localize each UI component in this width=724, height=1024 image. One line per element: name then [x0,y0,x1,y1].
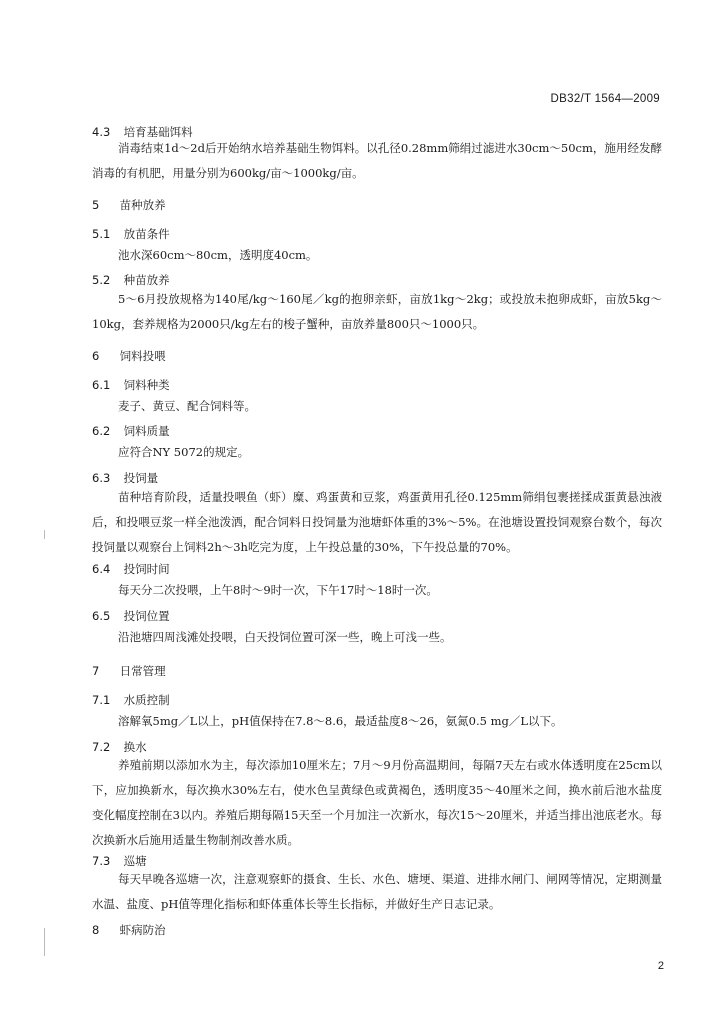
paragraph-7-1: 溶解氧5mg／L以上，pH值保持在7.8～8.6，最适盐度8～26，氨氮0.5 mg／L以下。 [118,714,563,728]
section-heading-6-5 [92,608,170,624]
section-heading-6-2 [92,423,170,439]
section-number: 6 [92,349,100,363]
paragraph-6-3: 苗种培育阶段，适量投喂鱼（虾）糜、鸡蛋黄和豆浆，鸡蛋黄用孔径0.125mm筛绢包裹搓揉成蛋黄悬浊液后，和投喂豆浆一样全池泼洒，配合饲料日投饲量为池塘虾体重的3%～5%。在池塘设置投饲观察台数个，每次投饲量以观察台上饲料2h～3h吃完为度，上午投总量的30%，下午投总量的70%。 [92,490,662,554]
section-heading-5-1 [92,226,170,242]
section-number: 7.2 [92,740,111,754]
section-heading-6 [92,348,166,364]
section-number: 7 [92,664,100,678]
section-heading-8 [92,922,166,938]
section-heading-5-2 [92,272,170,288]
section-heading-5 [92,197,166,213]
section-heading-6-4 [92,561,170,577]
paragraph-6-2: 应符合NY 5072的规定。 [118,445,250,459]
section-title: 投饲时间 [123,562,170,576]
section-number: 6.4 [92,562,111,576]
section-number: 7.3 [92,854,111,868]
section-title: 投饲量 [123,471,159,485]
section-title: 苗种放养 [119,198,166,212]
paragraph-6-5: 沿池塘四周浅滩处投喂，白天投饲位置可深一些，晚上可浅一些。 [118,630,452,644]
section-heading-6-1 [92,377,170,393]
paragraph-5-2: 5～6月投放规格为140尾/kg～160尾／kg的抱卵亲虾，亩放1kg～2kg；或投放未抱卵成虾，亩放5kg～10kg，套养规格为2000只/kg左右的梭子蟹种，亩放养量800只～1000只。 [92,292,662,331]
page-number: 2 [657,960,664,972]
standard-code: DB32/T 1564—2009 [550,93,660,105]
paragraph-6-1: 麦子、黄豆、配合饲料等。 [118,399,256,413]
section-number: 6.1 [92,378,111,392]
section-title: 饲料投喂 [119,349,166,363]
section-number: 4.3 [92,125,111,139]
scan-margin-mark [44,530,45,539]
section-title: 换水 [123,740,147,754]
section-number: 7.1 [92,693,111,707]
section-title: 虾病防治 [119,923,166,937]
section-title: 培育基础饵料 [123,125,193,139]
section-title: 种苗放养 [123,273,170,287]
paragraph-6-4: 每天分二次投喂，上午8时～9时一次，下午17时～18时一次。 [118,583,438,597]
section-heading-7 [92,663,166,679]
section-number: 6.5 [92,609,111,623]
section-title: 饲料种类 [123,378,170,392]
section-number: 5.1 [92,227,111,241]
section-title: 水质控制 [123,693,170,707]
paragraph-7-2: 养殖前期以添加水为主，每次添加10厘米左；7月～9月份高温期间，每隔7天左右或水体透明度在25cm以下，应加换新水，每次换水30%左右，使水色呈黄绿色或黄褐色，透明度35～40厘米之间，换水前后池水盐度变化幅度控制在3以内。养殖后期每隔15天至一个月加注一次新水，每次15～20厘米，并适当排出池底老水。每次换新水后施用适量生物制剂改善水质。 [92,758,662,847]
section-title: 放苗条件 [123,227,170,241]
section-title: 巡塘 [123,854,147,868]
section-heading-7-1 [92,692,170,708]
section-number: 5 [92,198,100,212]
paragraph-7-3: 每天早晚各巡塘一次，注意观察虾的摄食、生长、水色、塘埂、渠道、进排水闸门、闸网等情况，定期测量水温、盐度、pH值等理化指标和虾体重体长等生长指标，并做好生产日志记录。 [92,872,662,911]
section-title: 饲料质量 [123,424,170,438]
section-number: 8 [92,923,100,937]
section-number: 6.3 [92,471,111,485]
section-title: 日常管理 [119,664,166,678]
scan-margin-mark [44,928,45,956]
paragraph-5-1: 池水深60cm～80cm，透明度40cm。 [118,248,318,262]
section-number: 6.2 [92,424,111,438]
section-number: 5.2 [92,273,111,287]
section-heading-6-3 [92,470,158,486]
paragraph-4-3: 消毒结束1d～2d后开始纳水培养基础生物饵料。以孔径0.28mm筛绢过滤进水30cm～50cm，施用经发酵消毒的有机肥，用量分别为600kg/亩～1000kg/亩。 [92,141,662,180]
section-title: 投饲位置 [123,609,170,623]
